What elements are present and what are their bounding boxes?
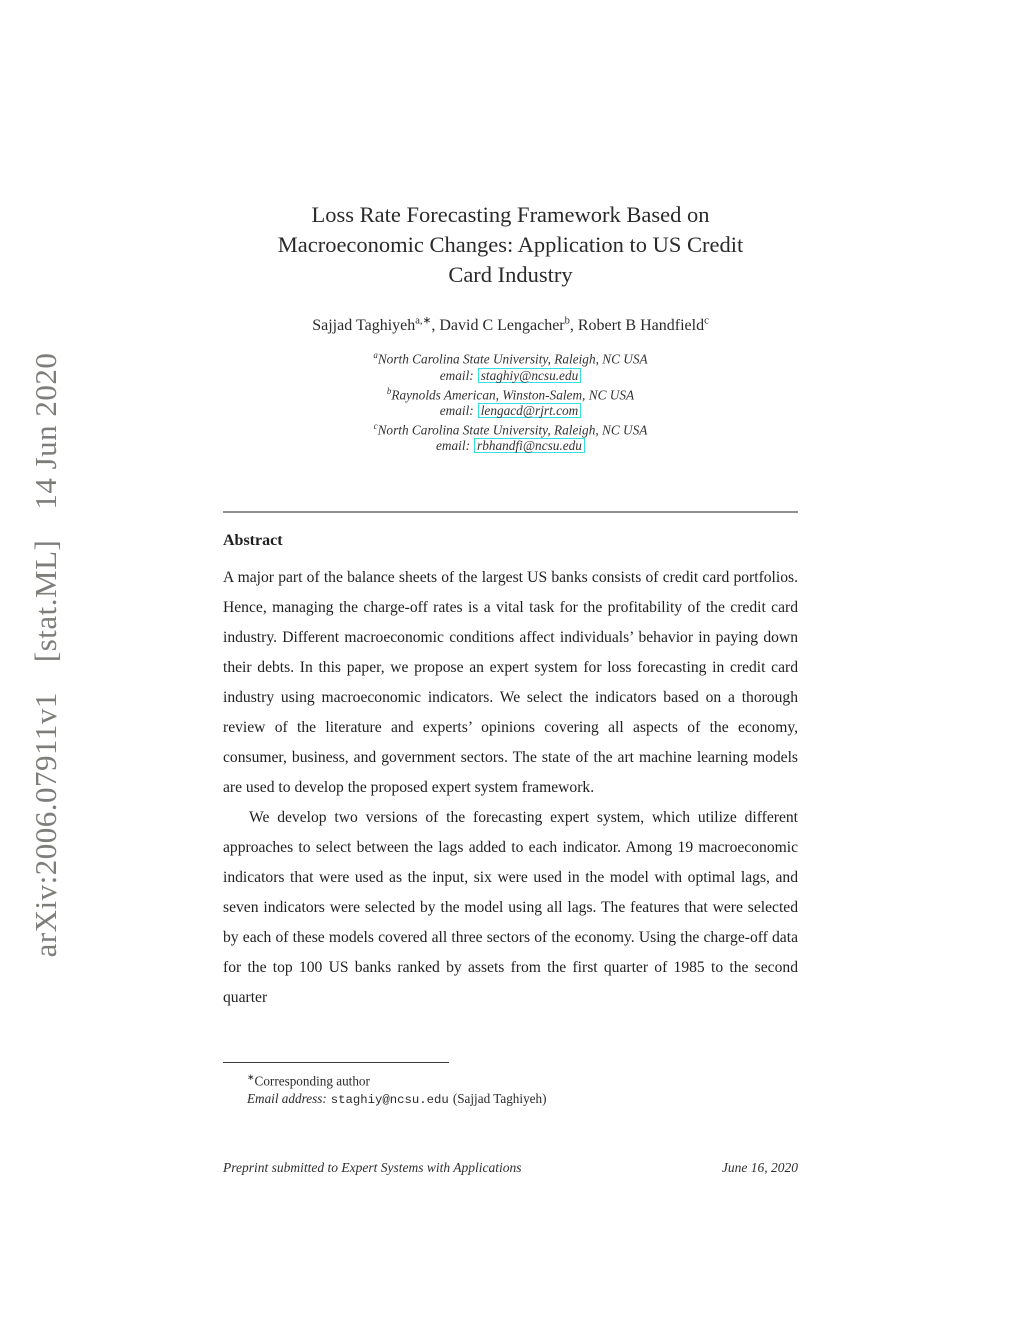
footnote-divider <box>223 1062 449 1063</box>
abstract-paragraph-1: A major part of the balance sheets of the largest US banks consists of credit card portfolios. Hence, managing the charge-off rates is a vital task for the profitability of the credit card industry. Different macroeconomic conditions affect individuals’ behavior in paying down their debts. In this paper, we propose an expert system for loss forecasting in credit card industry using macroeconomic indicators. We select the indicators based on a thorough review of the literature and experts’ opinions covering all aspects of the economy, consumer, business, and government sectors. The state of the art machine learning models are used to develop the proposed expert system framework. <box>223 569 798 797</box>
abstract-paragraph-2: We develop two versions of the forecasting expert system, which utilize different approaches to select between the lags added to each indicator. Among 19 macroeconomic indicators that were used as the input, six were used in the model with optimal lags, and seven indicators were selected by the model using all lags. The features that were selected by each of these models covered all three sectors of the economy. Using the charge-off data for the top 100 US banks ranked by assets from the first quarter of 1985 to the second quarter <box>223 809 798 1007</box>
affiliation-2-email-line <box>223 403 798 419</box>
author-2-affil-mark: b <box>564 316 570 327</box>
asterisk-mark: ∗ <box>247 1072 255 1082</box>
email-address-label: Email address: <box>247 1090 327 1106</box>
affiliation-1-email-line <box>223 368 798 384</box>
corresponding-email-value: staghiy@ncsu.edu <box>330 1092 449 1107</box>
arxiv-id: arXiv:2006.07911v1 <box>28 692 63 958</box>
email-label: email: <box>436 438 471 454</box>
arxiv-category: [stat.ML] <box>28 539 63 663</box>
email-link-lengacd[interactable]: lengacd@rjrt.com <box>478 403 582 418</box>
arxiv-date: 14 Jun 2020 <box>28 352 63 510</box>
arxiv-watermark <box>28 353 64 958</box>
affiliation-3-email-line <box>223 438 798 454</box>
author-1-affil-mark: a,∗ <box>415 316 432 327</box>
corresponding-author-note: ∗Corresponding author <box>247 1072 370 1089</box>
affiliation-1-mark: a <box>373 350 378 361</box>
email-label: email: <box>439 367 474 383</box>
footer-date: June 16, 2020 <box>721 1160 798 1175</box>
title-line-2: Macroeconomic Changes: Application to US Credit <box>277 232 744 257</box>
author-1: Sajjad Taghiyeh$^{a,∗}$, <box>312 316 436 335</box>
abstract-divider <box>223 511 798 513</box>
affiliation-2-mark: b <box>386 385 392 396</box>
footer-journal-note: Preprint submitted to Expert Systems with Applications <box>223 1160 522 1175</box>
footnote-block <box>223 1062 798 1109</box>
title-line-3: Card Industry <box>448 262 573 287</box>
title-line-1: Loss Rate Forecasting Framework Based on <box>311 202 710 227</box>
affiliation-2-institution: $^b$Raynolds American, Winston-Salem, NC USA <box>386 385 635 402</box>
email-label: email: <box>439 402 474 418</box>
author-line <box>223 315 798 335</box>
page-footer <box>223 1160 798 1176</box>
corresponding-email-name: (Sajjad Taghiyeh) <box>452 1090 547 1106</box>
abstract-heading: Abstract <box>223 532 283 550</box>
affiliation-3-institution: $^c$North Carolina State University, Raleigh, NC USA <box>373 420 648 438</box>
email-link-staghiy[interactable]: staghiy@ncsu.edu <box>478 368 582 383</box>
affiliations-block <box>223 348 798 454</box>
author-2: David C Lengacher$^b$, <box>439 316 574 335</box>
email-link-rbhandfi[interactable]: rbhandfi@ncsu.edu <box>474 438 585 453</box>
paper-title <box>223 200 798 290</box>
corresponding-author-email <box>223 1090 798 1110</box>
author-3: Robert B Handfield$^c$ <box>577 316 709 335</box>
affiliation-1-institution: $^a$North Carolina State University, Raleigh, NC USA <box>373 350 648 367</box>
affiliation-3-mark: c <box>373 420 378 431</box>
author-3-affil-mark: c <box>704 316 709 327</box>
page-content <box>223 0 798 1325</box>
